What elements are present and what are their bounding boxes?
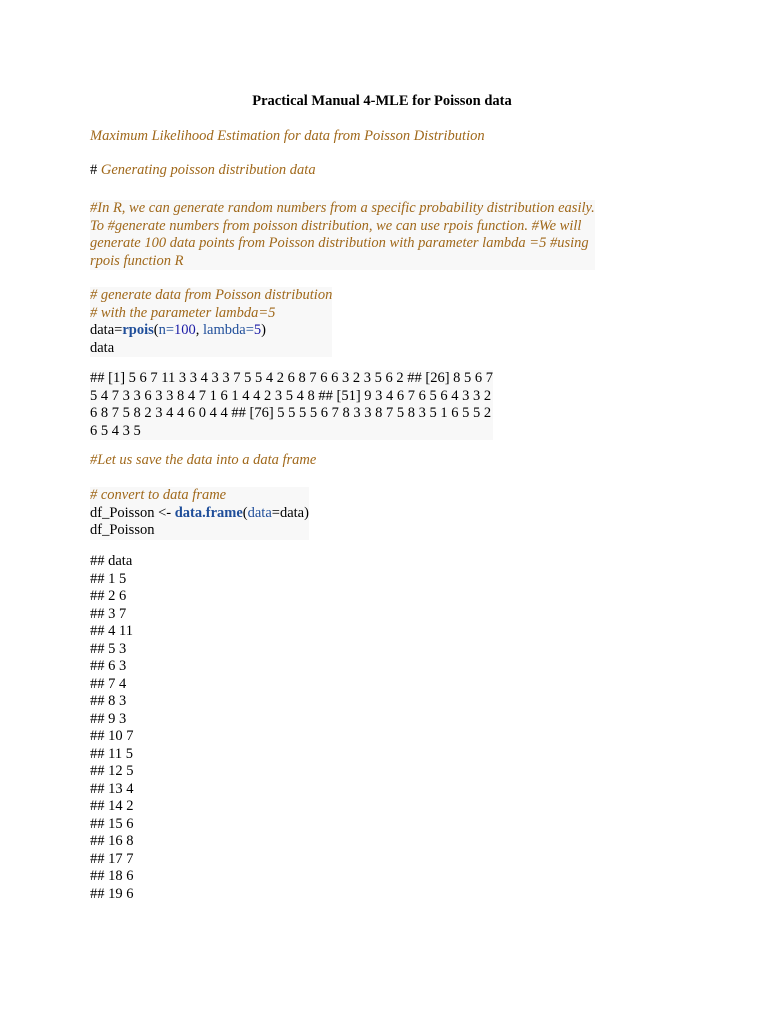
output-line: ## 14 2 — [90, 798, 134, 814]
intro-line: To #generate numbers from poisson distribution, we can use rpois function. #We will — [90, 217, 582, 234]
code-arg-value: =data — [271, 504, 305, 521]
code-paren: ( — [242, 504, 248, 521]
dataframe-code-block — [90, 487, 309, 540]
output-line: ## 6 3 — [90, 658, 127, 674]
dataframe-call — [90, 505, 309, 523]
output-line: ## 4 11 — [90, 623, 133, 639]
code-arg-name: n= — [158, 322, 175, 338]
output-line: ## 15 6 — [90, 815, 134, 832]
output-line: ## 17 7 — [90, 850, 134, 867]
code-paren: ( — [153, 322, 159, 338]
section-text: Generating poisson distribution data — [100, 162, 316, 178]
output-line: ## 12 5 — [90, 763, 134, 779]
code-arg-name: lambda= — [203, 322, 254, 338]
code-function: data.frame — [174, 504, 243, 521]
output-line: 6 5 4 3 5 — [90, 422, 141, 439]
output-line: ## data — [90, 553, 133, 569]
output-line: ## 7 4 — [90, 675, 127, 692]
page-title: Practical Manual 4-MLE for Poisson data — [252, 93, 512, 109]
output-line: ## 8 3 — [90, 693, 127, 709]
output-line: 5 4 7 3 3 6 3 3 8 4 7 1 6 1 4 4 2 3 5 4 8 ## [51] 9 3 4 6 7 6 5 6 4 3 3 2 — [90, 387, 492, 404]
save-comment: #Let us save the data into a data frame — [90, 452, 317, 468]
output-line: ## [1] 5 6 7 11 3 3 4 3 3 7 5 5 4 2 6 8 7 6 6 3 2 3 5 6 2 ## [26] 8 5 6 7 — [90, 370, 494, 386]
print-data: data — [90, 339, 115, 356]
intro-line: rpois function R — [90, 252, 184, 269]
print-dataframe: df_Poisson — [90, 522, 155, 538]
code-comment: # generate data from Poisson distribution — [90, 287, 333, 303]
code-lhs: data= — [90, 322, 123, 338]
code-arg-value: 5 — [253, 322, 262, 338]
output-line: ## 16 8 — [90, 833, 134, 849]
output-line: 6 8 7 5 8 2 3 4 4 6 0 4 4 ## [76] 5 5 5 5 6 7 8 3 3 8 7 5 8 3 5 1 6 5 5 2 — [90, 405, 492, 421]
intro-paragraph — [90, 200, 595, 270]
output-line: ## 2 6 — [90, 588, 127, 604]
code-paren: ) — [261, 322, 266, 338]
section-hash: # — [90, 162, 98, 178]
code-arg-name: data — [247, 504, 272, 521]
rpois-call — [90, 322, 332, 340]
output-line: ## 10 7 — [90, 728, 134, 744]
generate-code-block — [90, 287, 332, 357]
code-sep: , — [195, 322, 204, 338]
output-line: ## 19 6 — [90, 885, 134, 902]
code-comment: # with the parameter lambda=5 — [90, 304, 276, 321]
intro-line: generate 100 data points from Poisson distribution with parameter lambda =5 #using — [90, 235, 589, 251]
data-output-block — [90, 370, 493, 440]
dataframe-output-block — [90, 553, 134, 903]
output-line: ## 5 3 — [90, 640, 127, 657]
subtitle: Maximum Likelihood Estimation for data from Poisson Distribution — [90, 128, 485, 144]
output-line: ## 9 3 — [90, 710, 127, 727]
code-paren: ) — [304, 504, 309, 521]
code-function: rpois — [122, 322, 154, 338]
section-heading — [90, 162, 316, 180]
output-line: ## 1 5 — [90, 570, 127, 587]
output-line: ## 11 5 — [90, 745, 133, 762]
output-line: ## 18 6 — [90, 868, 134, 884]
code-arg-value: 100 — [174, 322, 196, 338]
intro-line: #In R, we can generate random numbers from a specific probability distribution easily. — [90, 200, 595, 216]
code-lhs: df_Poisson <- — [90, 504, 175, 521]
code-comment: # convert to data frame — [90, 487, 227, 503]
output-line: ## 3 7 — [90, 605, 127, 622]
output-line: ## 13 4 — [90, 780, 134, 797]
